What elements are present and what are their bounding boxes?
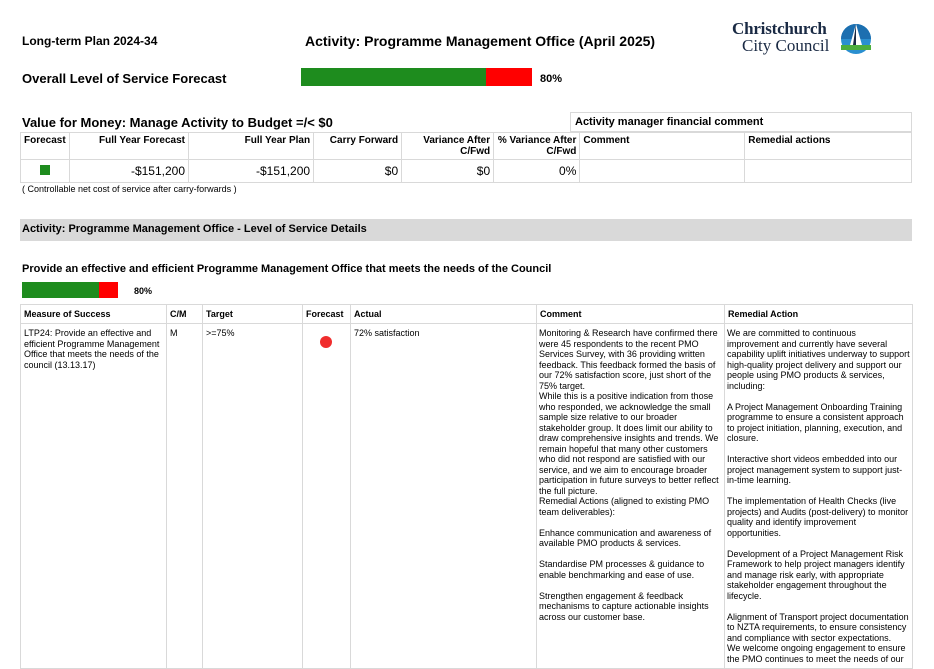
col-pct-variance: % Variance After C/Fwd [494, 133, 580, 160]
goal-los-percent: 80% [134, 286, 153, 296]
overall-los-label: Overall Level of Service Forecast [22, 71, 227, 86]
col-forecast: Forecast [21, 133, 70, 160]
details-header-row [21, 305, 913, 324]
variance-value: $0 [402, 160, 494, 183]
overall-los-percent: 80% [540, 73, 563, 85]
target-value: >=75% [203, 324, 303, 669]
overall-los-green [301, 68, 486, 86]
plan-title: Long-term Plan 2024-34 [22, 34, 158, 48]
forecast-cell [21, 160, 70, 183]
forecast-status-cell [303, 324, 351, 669]
goal-los-bar [22, 282, 118, 298]
remedial-action-text: We are committed to continuous improvement and currently have several capability uplift initiatives underway to support high-quality project delivery and support our people using PMO products & services, including: A Project Management Onboarding Training programme to ensure a consistent approach to project initiation, planning, execution, and closure. Interactive short videos embedded into our project management system to support just-in-time learning. The implementation of Health Checks (live projects) and Audits (post-delivery) to monitor quality and identify improvement opportunities. Development of a Project Management Risk Framework to help project managers identify and manage risk early, with appropriate stakeholder engagement throughout the lifecycle. Alignment of Transport project documentation to NZTA requirements, to ensure consistency and compliance with sector expectations. We welcome ongoing engagement to ensure the PMO continues to meet the needs of our [727, 328, 910, 664]
full-year-forecast-value: -$151,200 [69, 160, 188, 183]
col-actual: Actual [351, 305, 537, 324]
col-details-comment: Comment [537, 305, 725, 324]
los-details-table [20, 304, 913, 669]
overall-los-red [486, 68, 532, 86]
logo-line1: Christchurch [732, 19, 827, 38]
financial-row [21, 160, 912, 183]
actual-value: 72% satisfaction [351, 324, 537, 669]
goal-los-green [22, 282, 99, 298]
financial-header-row [21, 133, 912, 160]
green-status-icon [40, 165, 50, 175]
red-status-icon [320, 336, 332, 348]
col-full-year-forecast: Full Year Forecast [69, 133, 188, 160]
comment-text: Monitoring & Research have confirmed there were 45 respondents to the recent PMO Services Survey, with 36 providing written feedback. This feedback formed the basis of our 72% satisfaction score, just short of the 75% target. While this is a positive indication from those who responded, we acknowledge the small sample size relative to our broader stakeholder group. It does limit our ability to draw comprehensive insights and trends. We remain hopeful that many other customers who did not respond are satisfied with our service, and we aim to encourage broader participation in future surveys to better reflect the full picture. Remedial Actions (aligned to existing PMO team deliverables): Enhance communication and awareness of available PMO products & services. Standardise PM processes & guidance to enable benchmarking and ease of use. Strengthen engagement & feedback mechanisms to capture actionable insights across our customer base. [539, 328, 719, 622]
col-full-year-plan: Full Year Plan [189, 133, 314, 160]
cathedral-logo-icon [838, 21, 874, 57]
col-remedial-action: Remedial Action [725, 305, 913, 324]
col-measure: Measure of Success [21, 305, 167, 324]
logo-line2: City Council [742, 36, 830, 55]
col-comment: Comment [580, 133, 745, 160]
col-variance: Variance After C/Fwd [402, 133, 494, 160]
col-carry-forward: Carry Forward [314, 133, 402, 160]
pct-variance-value: 0% [494, 160, 580, 183]
col-target: Target [203, 305, 303, 324]
cm-value: M [167, 324, 203, 669]
goal-title: Provide an effective and efficient Programme Management Office that meets the needs of the Council [22, 263, 552, 275]
cost-note: ( Controllable net cost of service after carry-forwards ) [22, 184, 237, 194]
full-year-plan-value: -$151,200 [189, 160, 314, 183]
vfm-title: Value for Money: Manage Activity to Budget =/< $0 [22, 115, 333, 130]
financial-table [20, 132, 912, 183]
details-row [21, 324, 913, 669]
col-cm: C/M [167, 305, 203, 324]
remedial-value [745, 160, 912, 183]
council-logo [732, 20, 877, 60]
goal-los-red [99, 282, 118, 298]
col-remedial: Remedial actions [745, 133, 912, 160]
activity-title: Activity: Programme Management Office (April 2025) [305, 33, 656, 49]
measure-value: LTP24: Provide an effective and efficient Programme Management Office that meets the needs of the council (13.13.17) [21, 324, 167, 669]
comment-value [580, 160, 745, 183]
overall-los-bar [301, 68, 532, 86]
financial-comment-header: Activity manager financial comment [570, 112, 912, 132]
col-forecast-status: Forecast [303, 305, 351, 324]
carry-forward-value: $0 [314, 160, 402, 183]
section-title: Activity: Programme Management Office - Level of Service Details [20, 219, 912, 241]
